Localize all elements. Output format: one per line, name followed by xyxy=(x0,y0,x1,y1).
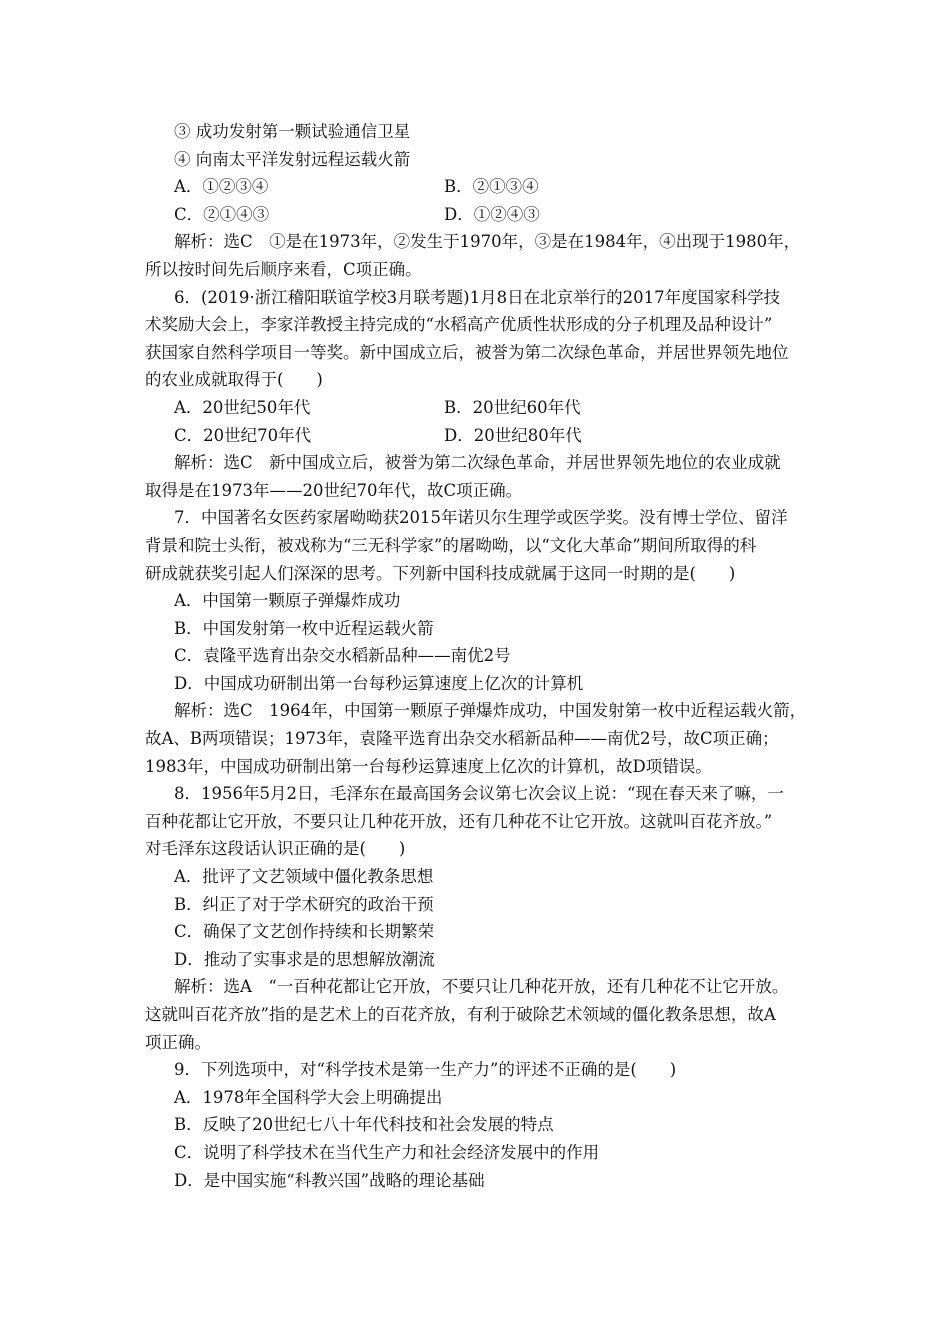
q7-option-d: D．中国成功研制出第一台每秒运算速度上亿次的计算机 xyxy=(174,673,584,693)
q7-option-c: C．袁隆平选育出杂交水稻新品种——南优2号 xyxy=(174,646,511,666)
q8-option-a: A．批评了文艺领域中僵化教条思想 xyxy=(174,867,434,887)
q7-stem-line-2: 背景和院士头衔，被戏称为“三无科学家”的屠呦呦，以“文化大革命”期间所取得的科 xyxy=(145,535,757,555)
q5-option-b: B．②①③④ xyxy=(444,177,539,197)
q7-option-a: A．中国第一颗原子弹爆炸成功 xyxy=(174,591,401,611)
q6-option-c: C．20世纪70年代 xyxy=(174,425,312,445)
q5-analysis-line-2: 所以按时间先后顺序来看，C项正确。 xyxy=(145,259,422,279)
q6-stem-line-1: 6．(2019·浙江稽阳联谊学校3月联考题)1月8日在北京举行的2017年度国家科学技 xyxy=(174,287,781,307)
q6-stem-line-2: 术奖励大会上，李家洋教授主持完成的“水稻高产优质性状形成的分子机理及品种设计” xyxy=(145,315,773,335)
q8-stem-line-1: 8．1956年5月2日，毛泽东在最高国务会议第七次会议上说：“现在春天来了嘛，一 xyxy=(174,784,784,804)
q5-analysis-line-1: 解析：选C ①是在1973年，②发生于1970年，③是在1984年，④出现于1980年， xyxy=(174,232,801,252)
document-page xyxy=(145,118,815,1194)
q6-stem-line-3: 获国家自然科学项目一等奖。新中国成立后，被誉为第二次绿色革命，并居世界领先地位 xyxy=(145,342,789,362)
q5-option-a: A．①②③④ xyxy=(174,177,269,197)
q6-options-row-1 xyxy=(145,394,815,422)
q5-item-4: ④ 向南太平洋发射远程运载火箭 xyxy=(174,149,411,169)
q8-stem-line-3: 对毛泽东这段话认识正确的是( ) xyxy=(145,839,406,859)
q9-option-d: D．是中国实施“科教兴国”战略的理论基础 xyxy=(174,1170,485,1190)
q5-option-c: C．②①④③ xyxy=(174,204,270,224)
q7-analysis-line-3: 1983年，中国成功研制出第一台每秒运算速度上亿次的计算机，故D项错误。 xyxy=(145,756,712,776)
q9-option-a: A．1978年全国科学大会上明确提出 xyxy=(174,1087,443,1107)
q8-analysis-line-1: 解析：选A “一百种花都让它开放，不要只让几种花开放，还有几种花不让它开放。 xyxy=(174,977,789,997)
q6-option-d: D．20世纪80年代 xyxy=(444,425,582,445)
q6-stem-line-4: 的农业成就取得于( ) xyxy=(145,370,323,390)
q7-analysis-line-2: 故A、B两项错误；1973年，袁隆平选育出杂交水稻新品种——南优2号，故C项正确； xyxy=(145,729,779,749)
q6-option-a: A．20世纪50年代 xyxy=(174,397,311,417)
q5-options-row-2 xyxy=(145,201,815,229)
q7-stem-line-1: 7．中国著名女医药家屠呦呦获2015年诺贝尔生理学或医学奖。没有博士学位、留洋 xyxy=(174,508,788,528)
q5-option-d: D．①②④③ xyxy=(444,204,540,224)
q8-analysis-line-3: 项正确。 xyxy=(145,1032,211,1052)
q8-option-b: B．纠正了对于学术研究的政治干预 xyxy=(174,894,434,914)
q9-stem-line-1: 9．下列选项中，对“科学技术是第一生产力”的评述不正确的是( ) xyxy=(174,1060,677,1080)
q8-option-c: C．确保了文艺创作持续和长期繁荣 xyxy=(174,922,435,942)
q9-option-c: C．说明了科学技术在当代生产力和社会经济发展中的作用 xyxy=(174,1142,600,1162)
q7-stem-line-3: 研成就获奖引起人们深深的思考。下列新中国科技成就属于这同一时期的是( ) xyxy=(145,563,736,583)
q6-analysis-line-1: 解析：选C 新中国成立后，被誉为第二次绿色革命，并居世界领先地位的农业成就 xyxy=(174,453,781,473)
q5-options-row-1 xyxy=(145,173,815,201)
q8-option-d: D．推动了实事求是的思想解放潮流 xyxy=(174,949,435,969)
q8-stem-line-2: 百种花都让它开放，不要只让几种花开放，还有几种花不让它开放。这就叫百花齐放。” xyxy=(145,811,773,831)
q6-option-b: B．20世纪60年代 xyxy=(444,397,581,417)
q8-analysis-line-2: 这就叫百花齐放”指的是艺术上的百花齐放，有利于破除艺术领域的僵化教条思想，故A xyxy=(145,1005,776,1024)
q6-analysis-line-2: 取得是在1973年——20世纪70年代，故C项正确。 xyxy=(145,480,523,500)
q9-option-b: B．反映了20世纪七八十年代科技和社会发展的特点 xyxy=(174,1115,554,1135)
q7-analysis-line-1: 解析：选C 1964年，中国第一颗原子弹爆炸成功，中国发射第一枚中近程运载火箭， xyxy=(174,701,807,721)
q7-option-b: B．中国发射第一枚中近程运载火箭 xyxy=(174,618,434,638)
q5-item-3: ③ 成功发射第一颗试验通信卫星 xyxy=(174,122,411,141)
q6-options-row-2 xyxy=(145,422,815,450)
